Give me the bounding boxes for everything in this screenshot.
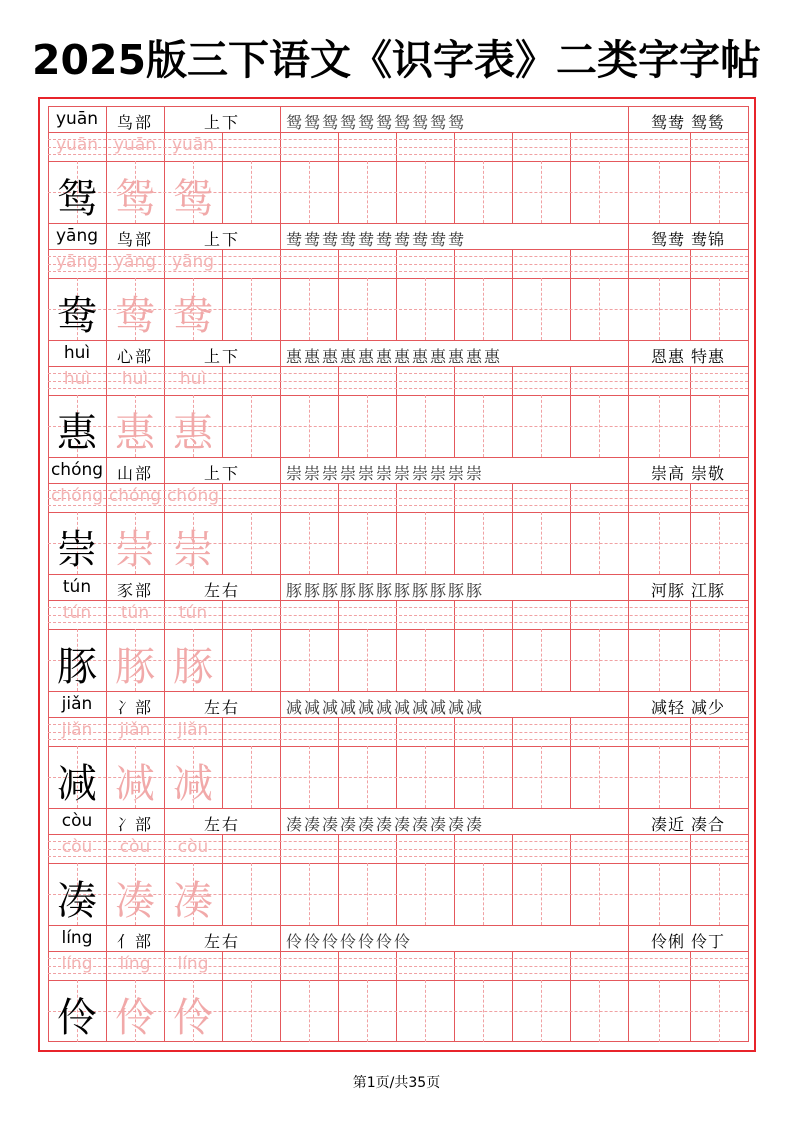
guide-line (599, 278, 600, 340)
guide-line (719, 863, 720, 925)
guide-line (251, 746, 252, 808)
pinyin-label: còu (61, 811, 93, 831)
grid-line (222, 132, 223, 223)
grid-line (222, 483, 223, 574)
grid-line (748, 574, 749, 600)
guide-line (541, 278, 542, 340)
grid-line (748, 834, 749, 925)
guide-line (367, 746, 368, 808)
guide-line (425, 278, 426, 340)
grid-line (570, 483, 571, 574)
grid-line (748, 600, 749, 691)
grid-line (280, 106, 281, 132)
guide-line (309, 278, 310, 340)
guide-line (719, 980, 720, 1042)
grid-line (512, 483, 513, 574)
grid-line (280, 132, 281, 223)
guide-line (483, 863, 484, 925)
guide-line (251, 278, 252, 340)
trace-character: 惠 (173, 410, 213, 456)
trace-pinyin: còu (119, 837, 151, 857)
grid-line (690, 717, 691, 808)
guide-line (367, 161, 368, 223)
trace-character: 减 (173, 761, 213, 807)
grid-line (48, 512, 748, 513)
guide-line (483, 161, 484, 223)
grid-line (512, 951, 513, 1042)
grid-line (454, 834, 455, 925)
guide-line (483, 746, 484, 808)
grid-line (48, 863, 748, 864)
grid-line (48, 340, 748, 341)
structure-label: 上下 (203, 347, 240, 366)
trace-character: 伶 (115, 995, 155, 1041)
guide-line (309, 629, 310, 691)
grid-line (748, 132, 749, 223)
grid-line (48, 691, 748, 692)
stroke-order: 鸳鸳鸳鸳鸳鸳鸳鸳鸳鸳 (286, 113, 467, 132)
grid-line (48, 980, 748, 981)
char-block (48, 925, 748, 1042)
grid-line (454, 483, 455, 574)
grid-line (628, 249, 629, 340)
trace-pinyin: líng (177, 954, 209, 974)
grid-line (628, 483, 629, 574)
grid-line (628, 366, 629, 457)
example-words: 崇高 崇敬 (650, 464, 726, 483)
char-block (48, 340, 748, 457)
radical-label: 山部 (116, 464, 153, 483)
pinyin-label: chóng (50, 460, 104, 480)
char-block (48, 106, 748, 223)
grid-line (48, 629, 748, 630)
structure-label: 上下 (203, 113, 240, 132)
model-character: 凑 (57, 878, 97, 924)
trace-pinyin: huì (179, 369, 207, 389)
radical-label: 冫部 (116, 698, 153, 717)
trace-character: 豚 (173, 644, 213, 690)
guide-line (425, 863, 426, 925)
guide-line (367, 629, 368, 691)
page-footer: 第1页/共35页 (352, 1075, 441, 1091)
grid-line (454, 249, 455, 340)
grid-line (280, 366, 281, 457)
grid-line (748, 808, 749, 834)
grid-line (512, 132, 513, 223)
char-block (48, 808, 748, 925)
guide-line (251, 512, 252, 574)
guide-line (719, 161, 720, 223)
grid-line (748, 366, 749, 457)
trace-pinyin: jiǎn (119, 720, 151, 740)
trace-pinyin: còu (61, 837, 93, 857)
guide-line (309, 395, 310, 457)
guide-line (425, 395, 426, 457)
guide-line (309, 512, 310, 574)
grid-line (628, 951, 629, 1042)
guide-line (367, 278, 368, 340)
grid-line (628, 717, 629, 808)
grid-line (48, 457, 748, 458)
guide-line (599, 629, 600, 691)
structure-label: 上下 (203, 464, 240, 483)
stroke-order: 豚豚豚豚豚豚豚豚豚豚豚 (286, 581, 485, 600)
stroke-order: 惠惠惠惠惠惠惠惠惠惠惠惠 (286, 347, 503, 366)
grid-line (48, 106, 748, 107)
grid-line (396, 951, 397, 1042)
trace-pinyin: yāng (113, 252, 157, 272)
grid-line (690, 951, 691, 1042)
grid-line (396, 366, 397, 457)
guide-line (425, 161, 426, 223)
grid-line (338, 717, 339, 808)
grid-line (338, 600, 339, 691)
grid-line (48, 223, 748, 224)
grid-line (280, 691, 281, 717)
example-words: 鸳鸯 鸳鸶 (650, 113, 726, 132)
grid-line (280, 808, 281, 834)
trace-character: 崇 (173, 527, 213, 573)
grid-line (280, 223, 281, 249)
grid-line (338, 483, 339, 574)
guide-line (659, 395, 660, 457)
grid-line (570, 600, 571, 691)
stroke-order: 崇崇崇崇崇崇崇崇崇崇崇 (286, 464, 485, 483)
model-character: 鸯 (57, 293, 97, 339)
pinyin-label: jiǎn (61, 694, 93, 714)
pinyin-label: líng (61, 928, 93, 948)
grid-line (454, 600, 455, 691)
example-words: 恩惠 特惠 (650, 347, 726, 366)
grid-line (628, 132, 629, 223)
guide-line (483, 629, 484, 691)
char-block (48, 574, 748, 691)
guide-line (719, 746, 720, 808)
guide-line (367, 980, 368, 1042)
guide-line (599, 395, 600, 457)
trace-pinyin: líng (61, 954, 93, 974)
guide-line (659, 512, 660, 574)
grid-line (280, 574, 281, 600)
trace-character: 鸯 (173, 293, 213, 339)
grid-line (280, 249, 281, 340)
grid-line (454, 366, 455, 457)
grid-line (48, 574, 748, 575)
grid-line (280, 457, 281, 483)
grid-line (338, 951, 339, 1042)
structure-label: 左右 (203, 932, 240, 951)
guide-line (251, 980, 252, 1042)
trace-character: 崇 (115, 527, 155, 573)
grid-line (454, 717, 455, 808)
guide-line (541, 512, 542, 574)
pinyin-label: huì (63, 343, 91, 363)
grid-line (48, 808, 748, 809)
grid-line (396, 834, 397, 925)
grid-line (396, 249, 397, 340)
trace-pinyin: líng (119, 954, 151, 974)
guide-line (719, 278, 720, 340)
grid-line (222, 834, 223, 925)
grid-line (222, 366, 223, 457)
grid-line (570, 951, 571, 1042)
trace-pinyin: yuān (55, 135, 99, 155)
guide-line (599, 746, 600, 808)
example-words: 鸳鸯 鸯锦 (650, 230, 726, 249)
guide-line (719, 512, 720, 574)
trace-pinyin: huì (121, 369, 149, 389)
trace-pinyin: jiǎn (61, 720, 93, 740)
example-words: 伶俐 伶丁 (650, 932, 726, 951)
guide-line (309, 863, 310, 925)
trace-pinyin: tún (62, 603, 92, 623)
guide-line (659, 161, 660, 223)
grid-line (690, 366, 691, 457)
grid-line (570, 717, 571, 808)
trace-character: 惠 (115, 410, 155, 456)
guide-line (659, 278, 660, 340)
guide-line (719, 395, 720, 457)
grid-line (222, 951, 223, 1042)
grid-line (396, 600, 397, 691)
example-words: 河豚 江豚 (650, 581, 726, 600)
stroke-order: 减减减减减减减减减减减 (286, 698, 485, 717)
guide-line (367, 863, 368, 925)
guide-line (541, 746, 542, 808)
model-character: 鸳 (57, 176, 97, 222)
guide-line (541, 395, 542, 457)
char-block (48, 223, 748, 340)
grid-line (280, 925, 281, 951)
grid-line (280, 600, 281, 691)
grid-line (48, 746, 748, 747)
stroke-order: 伶伶伶伶伶伶伶 (286, 932, 413, 951)
guide-line (599, 980, 600, 1042)
trace-pinyin: chóng (166, 486, 220, 506)
grid-line (454, 132, 455, 223)
guide-line (541, 161, 542, 223)
grid-line (748, 223, 749, 249)
grid-line (48, 278, 748, 279)
grid-line (280, 951, 281, 1042)
copybook-grid (48, 106, 748, 1044)
guide-line (483, 278, 484, 340)
stroke-order: 鸯鸯鸯鸯鸯鸯鸯鸯鸯鸯 (286, 230, 467, 249)
radical-label: 冫部 (116, 815, 153, 834)
grid-line (690, 600, 691, 691)
trace-character: 鸯 (115, 293, 155, 339)
radical-label: 心部 (116, 347, 153, 366)
guide-line (425, 746, 426, 808)
grid-line (628, 600, 629, 691)
structure-label: 左右 (203, 698, 240, 717)
guide-line (599, 863, 600, 925)
guide-line (309, 980, 310, 1042)
grid-line (396, 483, 397, 574)
grid-line (338, 834, 339, 925)
grid-line (748, 457, 749, 483)
example-words: 凑近 凑合 (650, 815, 726, 834)
trace-character: 鸳 (115, 176, 155, 222)
model-character: 崇 (57, 527, 97, 573)
trace-pinyin: chóng (108, 486, 162, 506)
grid-line (280, 717, 281, 808)
guide-line (425, 980, 426, 1042)
guide-line (251, 629, 252, 691)
guide-line (483, 395, 484, 457)
guide-line (599, 512, 600, 574)
trace-pinyin: yāng (55, 252, 99, 272)
pinyin-label: yuān (55, 109, 99, 129)
grid-line (748, 925, 749, 951)
example-words: 减轻 减少 (650, 698, 726, 717)
grid-line (512, 834, 513, 925)
trace-character: 豚 (115, 644, 155, 690)
trace-character: 凑 (115, 878, 155, 924)
radical-label: 鸟部 (116, 113, 153, 132)
grid-line (280, 483, 281, 574)
grid-line (748, 249, 749, 340)
grid-line (512, 366, 513, 457)
trace-pinyin: yuān (171, 135, 215, 155)
guide-line (309, 161, 310, 223)
grid-line (570, 132, 571, 223)
guide-line (251, 161, 252, 223)
guide-line (541, 980, 542, 1042)
grid-line (222, 249, 223, 340)
radical-label: 豕部 (116, 581, 153, 600)
trace-pinyin: yuān (113, 135, 157, 155)
trace-character: 鸳 (173, 176, 213, 222)
grid-line (748, 106, 749, 132)
grid-line (570, 249, 571, 340)
grid-line (48, 925, 748, 926)
guide-line (541, 629, 542, 691)
guide-line (425, 512, 426, 574)
trace-pinyin: jiǎn (177, 720, 209, 740)
guide-line (251, 863, 252, 925)
grid-line (570, 366, 571, 457)
grid-line (222, 717, 223, 808)
grid-line (512, 717, 513, 808)
guide-line (541, 863, 542, 925)
grid-line (748, 951, 749, 1042)
structure-label: 左右 (203, 581, 240, 600)
trace-pinyin: chóng (50, 486, 104, 506)
guide-line (719, 629, 720, 691)
radical-label: 鸟部 (116, 230, 153, 249)
grid-line (512, 249, 513, 340)
trace-pinyin: tún (120, 603, 150, 623)
grid-line (748, 691, 749, 717)
grid-line (396, 132, 397, 223)
char-block (48, 457, 748, 574)
guide-line (483, 512, 484, 574)
grid-line (748, 717, 749, 808)
grid-line (690, 132, 691, 223)
trace-character: 伶 (173, 995, 213, 1041)
char-block (48, 691, 748, 808)
guide-line (659, 746, 660, 808)
structure-label: 上下 (203, 230, 240, 249)
guide-line (425, 629, 426, 691)
grid-line (338, 366, 339, 457)
grid-line (222, 600, 223, 691)
guide-line (659, 980, 660, 1042)
guide-line (367, 395, 368, 457)
grid-line (690, 834, 691, 925)
grid-line (570, 834, 571, 925)
guide-line (367, 512, 368, 574)
grid-line (338, 249, 339, 340)
grid-line (280, 340, 281, 366)
grid-line (454, 951, 455, 1042)
grid-line (48, 395, 748, 396)
guide-line (483, 980, 484, 1042)
guide-line (659, 629, 660, 691)
structure-label: 左右 (203, 815, 240, 834)
page-title: 2025版三下语文《识字表》二类字字帖 (31, 36, 762, 84)
grid-line (338, 132, 339, 223)
grid-line (748, 483, 749, 574)
model-character: 豚 (57, 644, 97, 690)
pinyin-label: tún (62, 577, 92, 597)
grid-line (48, 161, 748, 162)
grid-line (748, 340, 749, 366)
pinyin-label: yāng (55, 226, 99, 246)
guide-line (659, 863, 660, 925)
trace-pinyin: còu (177, 837, 209, 857)
grid-line (628, 834, 629, 925)
trace-character: 凑 (173, 878, 213, 924)
guide-line (599, 161, 600, 223)
grid-line (690, 249, 691, 340)
trace-pinyin: huì (63, 369, 91, 389)
trace-pinyin: tún (178, 603, 208, 623)
radical-label: 亻部 (116, 932, 153, 951)
grid-line (512, 600, 513, 691)
grid-line (690, 483, 691, 574)
model-character: 减 (57, 761, 97, 807)
model-character: 伶 (57, 995, 97, 1041)
guide-line (309, 746, 310, 808)
trace-pinyin: yāng (171, 252, 215, 272)
guide-line (251, 395, 252, 457)
stroke-order: 凑凑凑凑凑凑凑凑凑凑凑 (286, 815, 485, 834)
model-character: 惠 (57, 410, 97, 456)
trace-character: 减 (115, 761, 155, 807)
grid-line (396, 717, 397, 808)
grid-line (280, 834, 281, 925)
